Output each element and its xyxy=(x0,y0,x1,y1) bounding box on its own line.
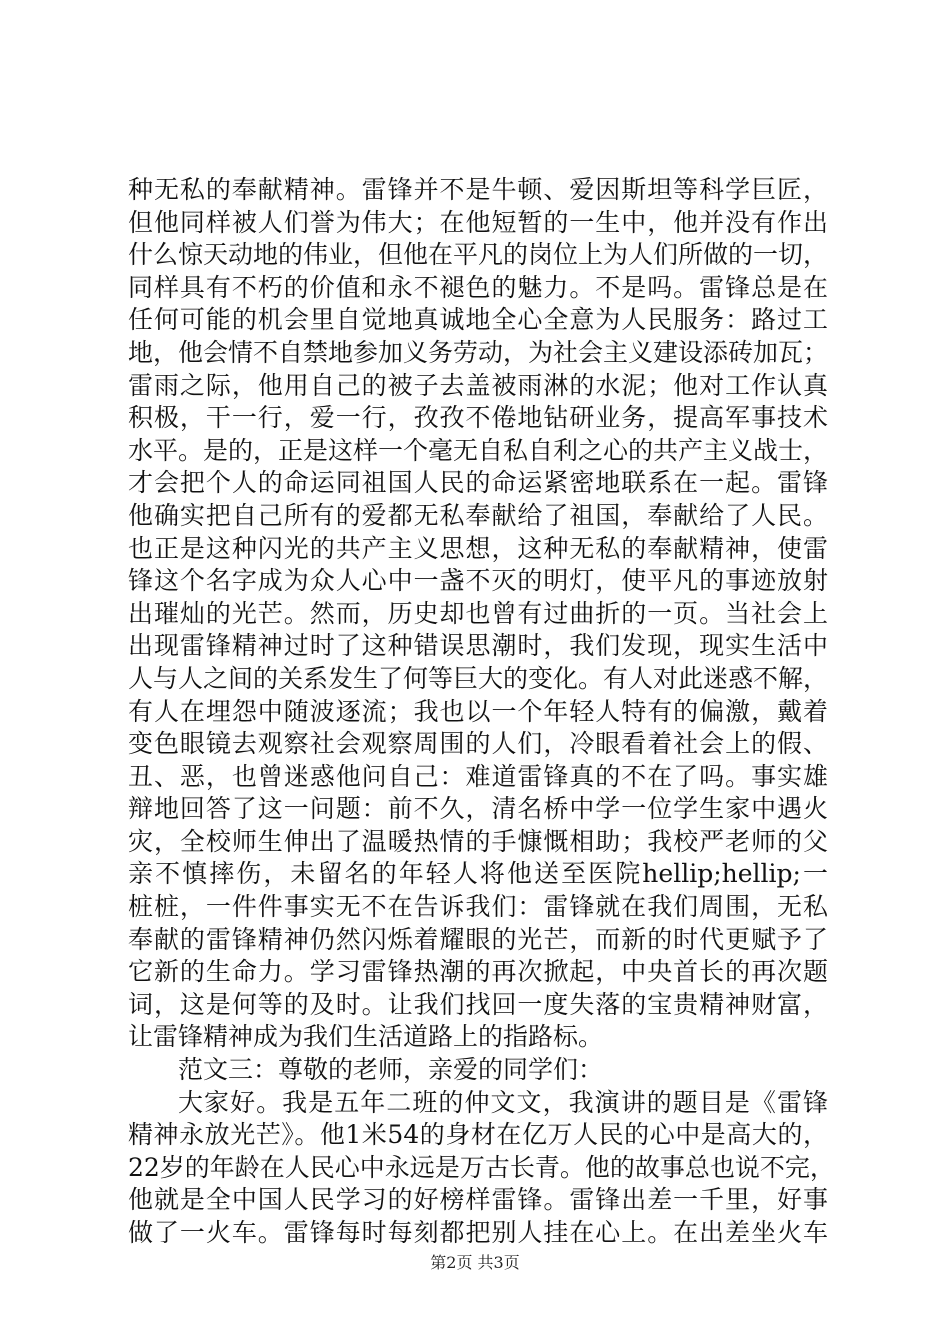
text-line: 出璀灿的光芒。然而，历史却也曾有过曲折的一页。当社会上 xyxy=(128,598,828,628)
text-line: 丑、恶，也曾迷惑他问自己：难道雷锋真的不在了吗。事实雄 xyxy=(128,761,828,791)
text-line: 人与人之间的关系发生了何等巨大的变化。有人对此迷惑不解， xyxy=(128,663,829,693)
text-line: 有人在埋怨中随波逐流；我也以一个年轻人特有的偏激，戴着 xyxy=(128,696,828,726)
text-line: 雷雨之际，他用自己的被子去盖被雨淋的水泥；他对工作认真 xyxy=(128,370,828,400)
text-line: 精神永放光芒》。他1米54的身材在亿万人民的心中是高大的， xyxy=(128,1120,828,1150)
text-line: 词，这是何等的及时。让我们找回一度失落的宝贵精神财富， xyxy=(128,989,828,1019)
text-line: 灾，全校师生伸出了温暖热情的手慷慨相助；我校严老师的父 xyxy=(128,826,828,856)
text-line: 什么惊天动地的伟业，但他在平凡的岗位上为人们所做的一切， xyxy=(128,240,829,270)
text-line: 22岁的年龄在人民心中永远是万古长青。他的故事总也说不完， xyxy=(128,1152,835,1182)
section-heading-line: 范文三：尊敬的老师，亲爱的同学们： xyxy=(178,1055,604,1085)
page-number-footer: 第2页 共3页 xyxy=(430,1253,520,1272)
text-line: 地，他会情不自禁地参加义务劳动，为社会主义建设添砖加瓦； xyxy=(128,337,829,367)
text-line: 任何可能的机会里自觉地真诚地全心全意为人民服务：路过工 xyxy=(128,305,828,335)
paragraph-start-line: 大家好。我是五年二班的仲文文，我演讲的题目是《雷锋 xyxy=(178,1087,828,1117)
text-line: 奉献的雷锋精神仍然闪烁着耀眼的光芒，而新的时代更赋予了 xyxy=(128,924,828,954)
text-line: 它新的生命力。学习雷锋热潮的再次掀起，中央首长的再次题 xyxy=(128,957,828,987)
text-line: 出现雷锋精神过时了这种错误思潮时，我们发现，现实生活中 xyxy=(128,631,828,661)
text-line: 同样具有不朽的价值和永不褪色的魅力。不是吗。雷锋总是在 xyxy=(128,272,828,302)
text-line: 才会把个人的命运同祖国人民的命运紧密地联系在一起。雷锋 xyxy=(128,468,828,498)
text-line: 亲不慎摔伤，未留名的年轻人将他送至医院hellip;hellip;一 xyxy=(128,859,828,889)
text-line: 他就是全中国人民学习的好榜样雷锋。雷锋出差一千里，好事 xyxy=(128,1185,828,1215)
paragraph-end-line: 让雷锋精神成为我们生活道路上的指路标。 xyxy=(128,1022,604,1052)
text-line: 水平。是的，正是这样一个毫无自私自利之心的共产主义战士， xyxy=(128,435,829,465)
text-line: 他确实把自己所有的爱都无私奉献给了祖国，奉献给了人民。 xyxy=(128,500,828,530)
text-line: 积极，干一行，爱一行，孜孜不倦地钻研业务，提高军事技术 xyxy=(128,403,828,433)
text-line: 也正是这种闪光的共产主义思想，这种无私的奉献精神，使雷 xyxy=(128,533,828,563)
text-line: 变色眼镜去观察社会观察周围的人们，冷眼看着社会上的假、 xyxy=(128,729,828,759)
text-line: 做了一火车。雷锋每时每刻都把别人挂在心上。在出差坐火车 xyxy=(128,1218,828,1247)
text-line: 锋这个名字成为众人心中一盏不灭的明灯，使平凡的事迹放射 xyxy=(128,566,828,596)
text-line: 桩桩，一件件事实无不在告诉我们：雷锋就在我们周围，无私 xyxy=(128,892,828,922)
text-line: 辩地回答了这一问题：前不久，清名桥中学一位学生家中遇火 xyxy=(128,794,828,824)
text-line: 但他同样被人们誉为伟大；在他短暂的一生中，他并没有作出 xyxy=(128,207,828,237)
text-line: 种无私的奉献精神。雷锋并不是牛顿、爱因斯坦等科学巨匠， xyxy=(128,175,828,204)
document-body xyxy=(128,174,835,1250)
